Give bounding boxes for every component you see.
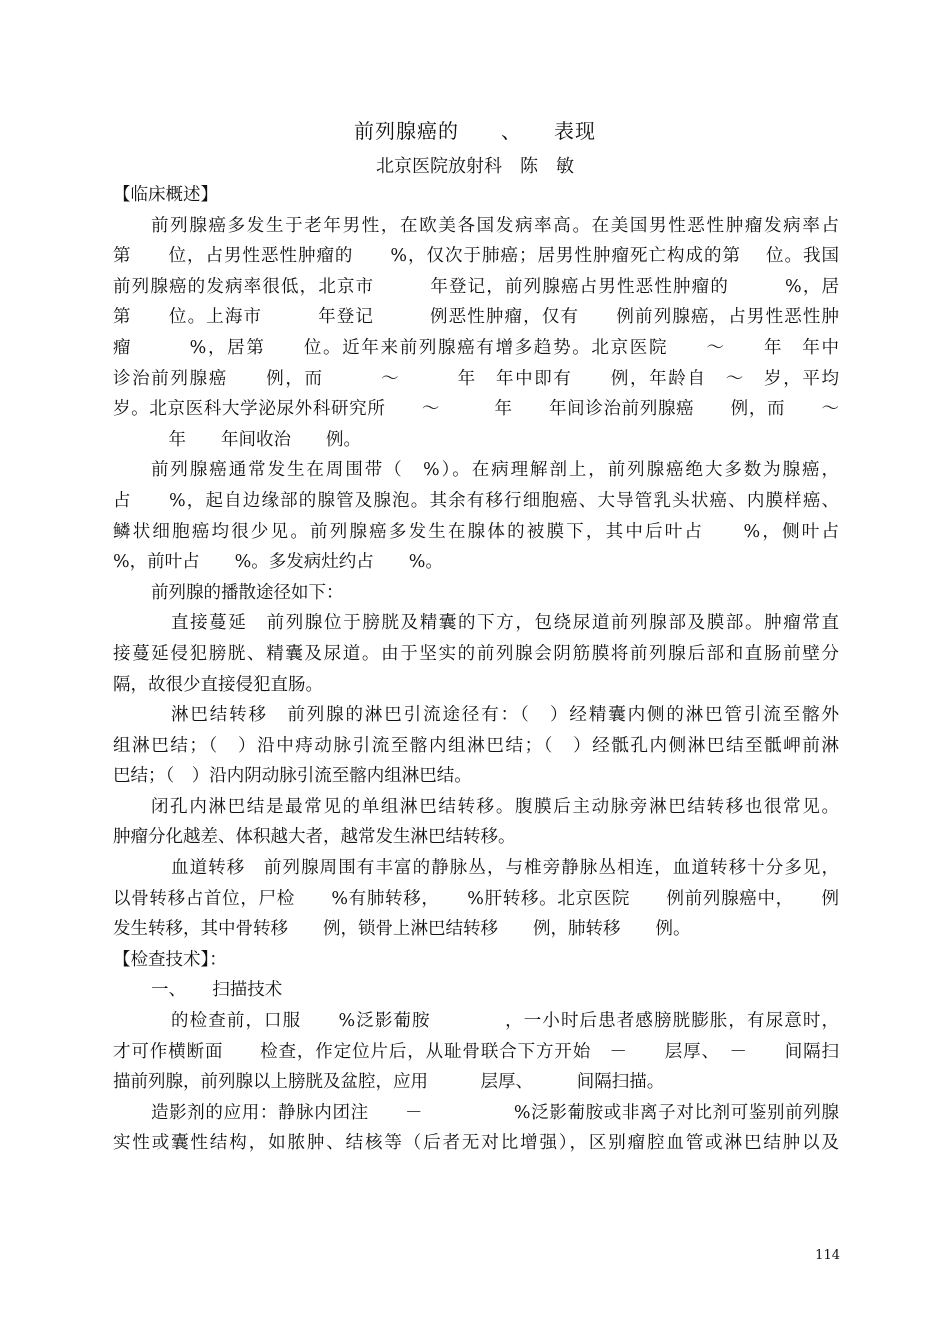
- text-line: 的检查前，口服 %泛影葡胺 ，一小时后患者感膀胱膨胀，有尿意时，: [171, 1011, 839, 1032]
- text-line: 前列腺癌的发病率很低，北京市 年登记，前列腺癌占男性恶性肿瘤的 %，居: [113, 276, 839, 297]
- text-line: 前列腺癌多发生于老年男性，在欧美各国发病率高。在美国男性恶性肿瘤发病率占: [151, 215, 839, 236]
- text-line: 一、 扫描技术: [151, 980, 283, 1001]
- text-line: 瘤 %，居第 位。近年来前列腺癌有增多趋势。北京医院 ～ 年 年中: [113, 337, 839, 358]
- text-line: 描前列腺，前列腺以上膀胱及盆腔，应用 层厚、 间隔扫描。: [113, 1072, 665, 1093]
- text-line: %，前叶占 %。多发病灶约占 %。: [113, 552, 443, 573]
- text-line: 肿瘤分化越差、体积越大者，越常发生淋巴结转移。: [113, 827, 516, 848]
- text-line: 鳞状细胞癌均很少见。前列腺癌多发生在腺体的被膜下，其中后叶占 %，侧叶占: [113, 521, 839, 542]
- page-number: 114: [815, 1248, 840, 1263]
- section-heading: 【检查技术】：: [113, 949, 227, 970]
- author-line: 北京医院放射科 陈 敏: [376, 156, 574, 177]
- text-line: 实性或囊性结构，如脓肿、结核等（后者无对比增强），区别瘤腔血管或淋巴结肿以及: [113, 1133, 839, 1154]
- text-line: 第 位。上海市 年登记 例恶性肿瘤，仅有 例前列腺癌，占男性恶性肿: [113, 307, 839, 328]
- text-line: 第 位，占男性恶性肿瘤的 %，仅次于肺癌；居男性肿瘤死亡构成的第 位。我国: [113, 246, 839, 267]
- body-text: [113, 180, 839, 1159]
- text-line: 占 %，起自边缘部的腺管及腺泡。其余有移行细胞癌、大导管乳头状癌、内膜样癌、: [113, 490, 839, 511]
- text-line: 岁。北京医科大学泌尿外科研究所 ～ 年 年间诊治前列腺癌 例，而 ～: [113, 399, 839, 420]
- text-line: 发生转移，其中骨转移 例，锁骨上淋巴结转移 例，肺转移 例。: [113, 919, 691, 940]
- page-title: 前列腺癌的 、 表现: [354, 119, 596, 143]
- text-line: 造影剂的应用：静脉内团注 － %泛影葡胺或非离子对比剂可鉴别前列腺: [151, 1102, 839, 1123]
- text-line: 淋巴结转移 前列腺的淋巴引流途径有：（ ）经精囊内侧的淋巴管引流至髂外: [171, 705, 839, 726]
- text-line: 血道转移 前列腺周围有丰富的静脉丛，与椎旁静脉丛相连，血道转移十分多见，: [171, 858, 839, 879]
- text-line: 年 年间收治 例。: [151, 429, 361, 450]
- text-line: 接蔓延侵犯膀胱、精囊及尿道。由于坚实的前列腺会阴筋膜将前列腺后部和直肠前壁分: [113, 643, 839, 664]
- text-line: 巴结；（ ）沿内阴动脉引流至髂内组淋巴结。: [113, 766, 472, 787]
- text-line: 诊治前列腺癌 例，而 ～ 年 年中即有 例，年龄自 ～ 岁，平均: [113, 368, 839, 389]
- text-line: 直接蔓延 前列腺位于膀胱及精囊的下方，包绕尿道前列腺部及膜部。肿瘤常直: [171, 613, 839, 634]
- text-line: 隔，故很少直接侵犯直肠。: [113, 674, 323, 695]
- section-heading: 【临床概述】: [113, 185, 218, 205]
- text-line: 以骨转移占首位，尸检 %有肺转移， %肝转移。北京医院 例前列腺癌中， 例: [113, 888, 839, 909]
- text-line: 前列腺的播散途径如下：: [151, 582, 344, 603]
- text-line: 组淋巴结；（ ）沿中痔动脉引流至髂内组淋巴结；（ ）经骶孔内侧淋巴结至骶岬前淋: [113, 735, 839, 756]
- text-line: 才可作横断面 检查，作定位片后，从耻骨联合下方开始 － 层厚、 － 间隔扫: [113, 1041, 839, 1062]
- text-line: 前列腺癌通常发生在周围带（ %）。在病理解剖上，前列腺癌绝大多数为腺癌，: [151, 460, 839, 481]
- text-line: 闭孔内淋巴结是最常见的单组淋巴结转移。腹膜后主动脉旁淋巴结转移也很常见。: [151, 796, 839, 817]
